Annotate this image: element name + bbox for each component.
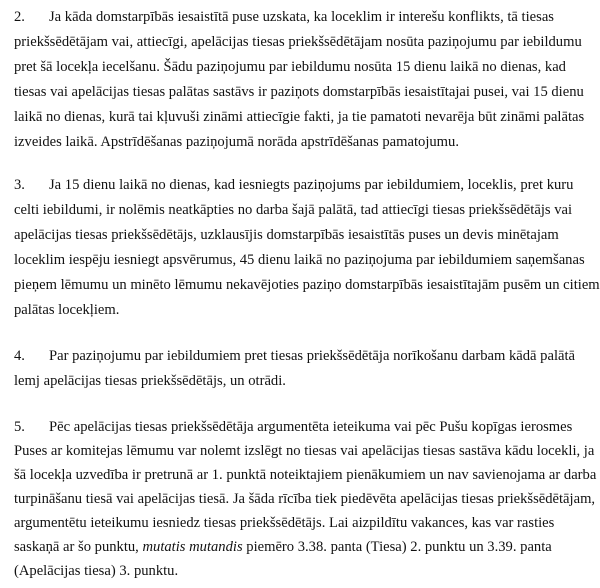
text-line: izveides laikā. Apstrīdēšanas paziņojumā norāda apstrīdēšanas pamatojumu.: [14, 134, 459, 150]
paragraph-3: [14, 173, 600, 323]
text-line: apelācijas tiesas priekšsēdētājs, uzklausījis domstarpībās iesaistītās puses un devis minētajam: [14, 227, 559, 243]
text-line: lemj apelācijas tiesas priekšsēdētājs, un otrādi.: [14, 373, 286, 389]
text-line: pret šā locekļa iecelšanu. Šādu paziņojumu par iebildumu nosūta 15 dienu laikā no dienas, kad: [14, 59, 566, 75]
latin-phrase: mutatis mutandis: [142, 539, 243, 555]
line-text: Pēc apelācijas tiesas priekšsēdētāja argumentēta ieteikuma vai pēc Pušu kopīgas ierosmes: [49, 419, 573, 435]
paragraph-number: 5.: [14, 419, 25, 435]
paragraph-number: 3.: [14, 177, 25, 193]
paragraph-2: [14, 5, 594, 155]
text-line: Puses ar komitejas lēmumu var nolemt izslēgt no tiesas vai apelācijas tiesas sastāva kādu locekli, ja: [14, 443, 595, 459]
line-text: saskaņā ar šo punktu,: [14, 539, 143, 555]
text-line: [14, 535, 594, 559]
text-line: loceklim iespēju iesniegt apsvērumus, 45 dienu laikā no paziņojuma par iebildumiem saņemšanas: [14, 252, 585, 268]
text-line: palātas locekļiem.: [14, 302, 120, 318]
text-line: celti iebildumi, ir nolēmis neatkāpties no darba šajā palātā, tad attiecīgi tiesas priekšsēdētājs vai: [14, 202, 573, 218]
paragraph-5: [14, 415, 597, 583]
text-line: [14, 5, 594, 30]
text-line: [14, 173, 594, 198]
text-line: pieņem lēmumu un minēto lēmumu nekavējoties paziņo domstarpībās iesaistītajām pusēm un citiem: [14, 277, 600, 293]
text-line: laikā no dienas, kurā tai kļuvuši zināmi attiecīgie fakti, ja tie pamatoti nevarēja būt zināmi palātas: [14, 109, 585, 125]
paragraph-4: [14, 344, 594, 394]
text-line: priekšsēdētājam vai, attiecīgi, apelācijas tiesas priekšsēdētājam nosūta paziņojumu par iebildumu: [14, 34, 582, 50]
text-line: turpināšanu tiesā vai apelācijas tiesā. Ja šāda rīcība tiek piedēvēta apelācijas tiesas priekšsēdētājam,: [14, 491, 596, 507]
text-line: [14, 415, 594, 439]
text-line: tiesas vai apelācijas tiesas palātas sastāvs ir paziņots domstarpībās iesaistītajai pusei, vai 15 dienu: [14, 84, 584, 100]
text-line: šā locekļa uzvedība ir pretrunā ar 1. punktā noteiktajiem pienākumiem un nav savienojama ar darba: [14, 467, 597, 483]
line-text: piemēro 3.38. panta (Tiesa) 2. punktu un 3.39. panta: [242, 539, 552, 555]
text-line: (Apelācijas tiesa) 3. punktu.: [14, 563, 179, 579]
paragraph-number: 2.: [14, 9, 25, 25]
text-line: [14, 344, 594, 369]
line-text: Ja 15 dienu laikā no dienas, kad iesniegts paziņojums par iebildumiem, loceklis, pret kuru: [49, 177, 574, 193]
paragraph-number: 4.: [14, 348, 25, 364]
text-line: argumentētu ieteikumu iesniedz tiesas priekšsēdētājs. Lai aizpildītu vakances, kas var rasties: [14, 515, 555, 531]
line-text: Par paziņojumu par iebildumiem pret tiesas priekšsēdētāja norīkošanu darbam kādā palātā: [49, 348, 576, 364]
line-text: Ja kāda domstarpībās iesaistītā puse uzskata, ka loceklim ir interešu konflikts, tā tiesas: [49, 9, 554, 25]
